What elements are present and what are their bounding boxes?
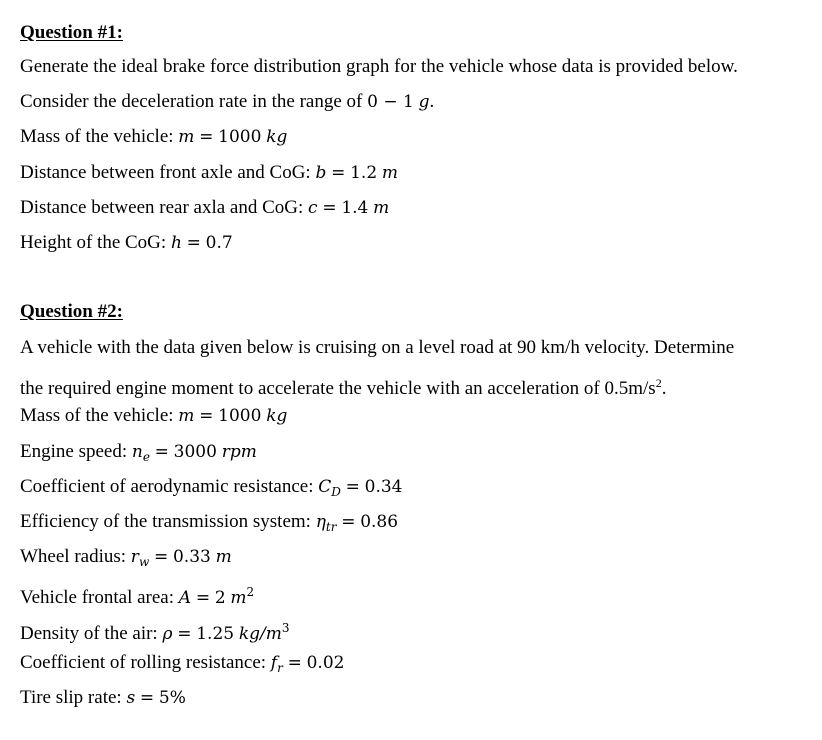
q2-mass (20, 404, 287, 428)
equals-sign: = (287, 653, 302, 673)
q2-eff-subscript: tr (325, 520, 337, 534)
q1-height-label: Height of the CoG: (20, 232, 167, 253)
q2-mass-symbol: m (178, 406, 195, 426)
equals-sign: = (199, 406, 214, 426)
q2-instruction-line-2 (20, 371, 666, 401)
q2-eff-value: 0.86 (360, 512, 399, 532)
q2-aero-subscript: D (331, 485, 341, 499)
q2-line2-end: . (661, 378, 667, 399)
q2-frontal-area (20, 580, 254, 610)
q2-aero-symbol: C (318, 477, 332, 497)
q2-rolling-resistance (20, 651, 344, 680)
equals-sign: = (177, 624, 192, 644)
q2-wheel-radius (20, 545, 232, 574)
q2-tire-slip (20, 686, 186, 710)
equals-sign: = (341, 512, 356, 532)
q1-front-value: 1.2 (350, 163, 378, 183)
q1-line2-text: Consider the deceleration rate in the range of (20, 91, 363, 112)
q2-wheel-subscript: w (138, 555, 150, 569)
q2-line2-superscript: 2 (655, 376, 662, 390)
equals-sign: = (199, 127, 214, 147)
q2-engine-symbol: n (131, 442, 143, 462)
q2-air-unit-exponent: 3 (281, 621, 290, 635)
q1-range-unit: g (418, 92, 430, 112)
equals-sign: = (331, 163, 346, 183)
q1-front-distance (20, 161, 398, 185)
q2-roll-subscript: r (277, 661, 283, 675)
q2-air-unit: kg/m (238, 624, 282, 644)
q1-rear-label: Distance between rear axla and CoG: (20, 197, 304, 218)
q2-mass-value: 1000 (218, 406, 262, 426)
q1-instruction-line-2 (20, 90, 434, 114)
q2-engine-subscript: e (142, 450, 150, 464)
q2-instruction-line-1: A vehicle with the data given below is cruising on a level road at 90 km/h velocity. Determine (20, 337, 735, 358)
q2-engine-label: Engine speed: (20, 441, 128, 462)
q1-mass-unit: kg (266, 127, 288, 147)
q1-range: 0 − 1 (367, 92, 414, 112)
q1-height-symbol: h (170, 233, 182, 253)
q1-height-value: 0.7 (205, 233, 233, 253)
equals-sign: = (195, 588, 211, 608)
q1-rear-symbol: c (308, 198, 318, 218)
equals-sign: = (153, 547, 169, 567)
equals-sign: = (345, 477, 360, 497)
equals-sign: = (322, 198, 337, 218)
q2-wheel-symbol: r (130, 547, 139, 567)
q2-aero-label: Coefficient of aerodynamic resistance: (20, 476, 314, 497)
q2-area-value: 2 (214, 588, 226, 608)
equals-sign: = (154, 442, 169, 462)
question-1-heading: Question #1: (20, 22, 123, 43)
q1-front-symbol: b (315, 163, 327, 183)
q2-aero-coefficient (20, 475, 403, 504)
q1-mass (20, 125, 287, 149)
q2-slip-symbol: s (126, 688, 136, 708)
q2-eff-label: Efficiency of the transmission system: (20, 511, 311, 532)
q2-roll-label: Coefficient of rolling resistance: (20, 652, 267, 673)
q2-air-symbol: ρ (162, 624, 173, 644)
q2-roll-symbol: f (270, 653, 278, 673)
equals-sign: = (139, 688, 155, 708)
q2-aero-value: 0.34 (364, 477, 403, 497)
q2-wheel-value: 0.33 (172, 547, 211, 567)
q2-wheel-unit: m (215, 547, 232, 567)
q2-area-unit: m (230, 588, 247, 608)
q2-slip-value: 5% (158, 688, 186, 708)
q1-mass-value: 1000 (218, 127, 262, 147)
q2-area-symbol: A (178, 588, 192, 608)
q2-air-value: 1.25 (196, 624, 235, 644)
q1-mass-label: Mass of the vehicle: (20, 126, 174, 147)
q2-area-unit-exponent: 2 (246, 585, 255, 599)
equals-sign: = (186, 233, 201, 253)
q2-wheel-label: Wheel radius: (20, 546, 127, 567)
q2-transmission-efficiency (20, 510, 398, 539)
q1-front-unit: m (381, 163, 399, 183)
q1-rear-distance (20, 196, 389, 220)
q2-eff-symbol: η (315, 512, 326, 532)
q2-area-label: Vehicle frontal area: (20, 587, 175, 608)
q1-front-label: Distance between front axle and CoG: (20, 162, 311, 183)
q1-line2-end: . (429, 91, 435, 112)
q1-rear-value: 1.4 (341, 198, 369, 218)
q2-engine-value: 3000 (173, 442, 217, 462)
q2-line2-text: the required engine moment to accelerate the vehicle with an acceleration of 0.5m/s (20, 378, 656, 399)
q2-mass-label: Mass of the vehicle: (20, 405, 174, 426)
q1-instruction-line-1: Generate the ideal brake force distribution graph for the vehicle whose data is provided below. (20, 56, 738, 77)
q1-rear-unit: m (373, 198, 390, 218)
q1-mass-symbol: m (178, 127, 195, 147)
q1-cog-height (20, 231, 233, 255)
q2-engine-unit: rpm (221, 442, 257, 462)
question-2-heading: Question #2: (20, 301, 123, 322)
q2-air-label: Density of the air: (20, 623, 158, 644)
q2-roll-value: 0.02 (306, 653, 345, 673)
q2-air-density (20, 616, 290, 646)
q2-mass-unit: kg (266, 406, 288, 426)
q2-engine-speed (20, 440, 257, 469)
q2-slip-label: Tire slip rate: (20, 687, 122, 708)
